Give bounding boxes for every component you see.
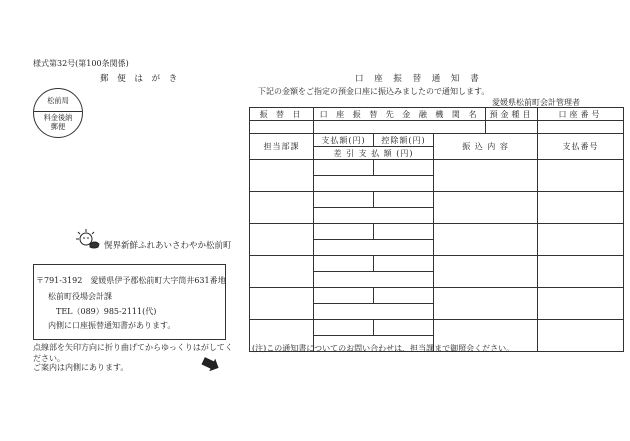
issuer-name: 愛媛県松前町会計管理者 [492, 98, 580, 107]
header-payment-number: 支払番号 [538, 134, 624, 160]
inside-guide-note: ご案内は内側にあります。 [33, 363, 129, 372]
postcard-title: 郵 便 は が き [100, 74, 181, 84]
office-name: 松前町役場会計課 [48, 292, 112, 301]
stamp-mail: 郵便 [50, 122, 66, 131]
notice-body: 下記の金額をご指定の預金口座に振込みましたので通知します。 [258, 87, 490, 96]
header-transfer-details: 振 込 内 容 [434, 134, 538, 160]
phone-number: TEL（089）985-2111(代) [56, 307, 157, 316]
table-row [250, 224, 624, 240]
town-mascot-icon [76, 228, 100, 250]
notice-title: 口 座 振 替 通 知 書 [355, 74, 483, 84]
transfer-table [249, 107, 624, 352]
header-department: 担当部課 [250, 134, 314, 160]
header-net-amount: 差 引 支 払 額 (円) [314, 147, 434, 160]
header-account-type: 預金種目 [486, 108, 538, 121]
inside-notice-text: 内側に口座振替通知書があります。 [48, 321, 176, 330]
table-row [250, 320, 624, 336]
header-bank-name: 口 座 振 替 先 金 融 機 関 名 [314, 108, 486, 121]
table-row [250, 160, 624, 176]
table-row [250, 192, 624, 208]
table-row [250, 288, 624, 304]
inquiry-note: (注)この通知書についてのお問い合わせは、担当課まで御照会ください。 [252, 344, 515, 353]
fold-arrow-icon [200, 357, 220, 373]
stamp-divider [34, 111, 82, 112]
postage-stamp-mark [33, 88, 83, 138]
fold-instruction: 点線部を矢印方向に折り曲げてからゆっくりはがしてください。 [33, 343, 233, 363]
stamp-post-office: 松前局 [47, 96, 69, 105]
header-transfer-date: 振 替 日 [250, 108, 314, 121]
form-number: 様式第32号(第100条関係) [33, 59, 129, 68]
stamp-postage-deferred: 料金後納 [43, 113, 73, 122]
header-deduction-amount: 控除額(円) [374, 134, 434, 147]
header-account-number: 口座番号 [538, 108, 624, 121]
town-slogan: 愰界新鮮ふれあいさわやか松前町 [104, 241, 232, 251]
table-row [250, 256, 624, 272]
header-payment-amount: 支払額(円) [314, 134, 374, 147]
postal-address: 〒791-3192 愛媛県伊予郡松前町大字筒井631番地 [36, 276, 226, 285]
